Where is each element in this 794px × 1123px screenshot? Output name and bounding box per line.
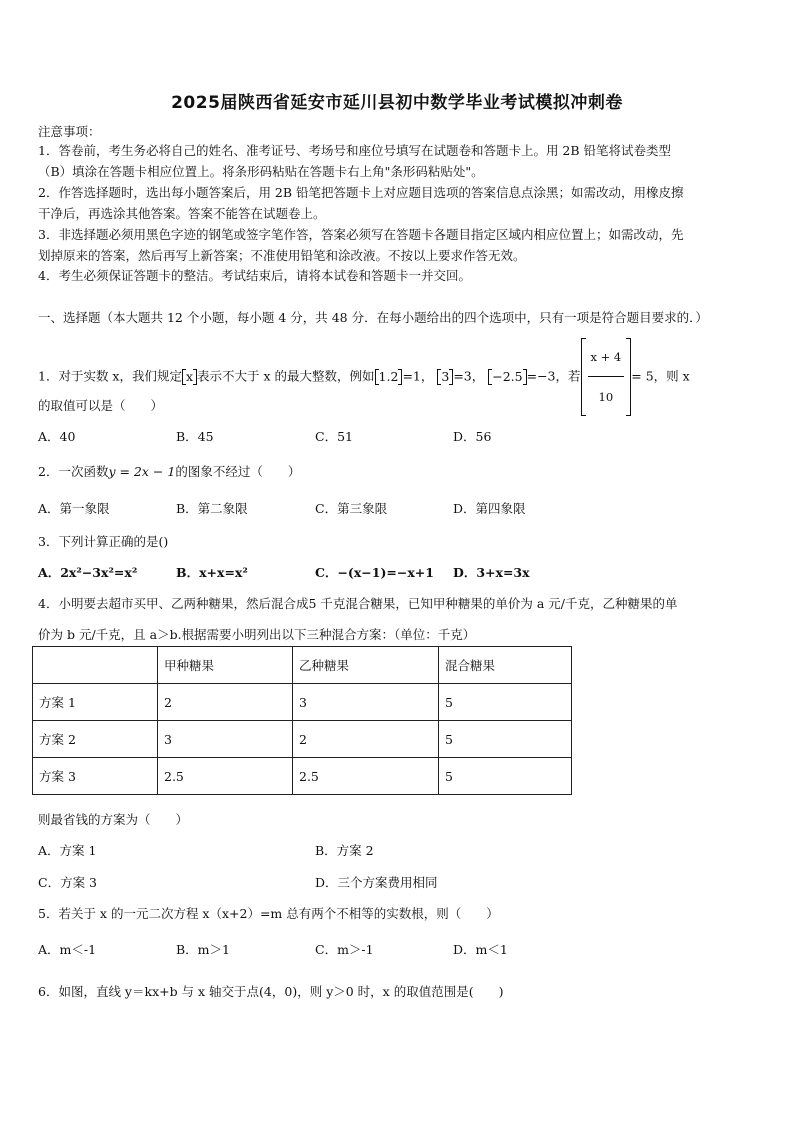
- q1-example-1-result: =1，: [402, 368, 434, 384]
- q1-example-3: −2.5: [488, 369, 526, 385]
- q2-option-b[interactable]: B．第二象限: [176, 501, 248, 516]
- q1-example-2-result: =3，: [453, 368, 485, 384]
- notice-line-2: （B）填涂在答题卡相应位置上。将条形码粘贴在答题卡右上角"条形码粘贴处"。: [38, 164, 484, 179]
- q3-option-d[interactable]: D．3+x=3x: [453, 565, 530, 580]
- q2-prefix: 2．一次函数: [38, 464, 109, 479]
- q4-option-d[interactable]: D．三个方案费用相同: [315, 875, 438, 890]
- notice-line-3: 2．作答选择题时，选出每小题答案后，用 2B 铅笔把答题卡上对应题目选项的答案信息点涂黑；如需改动，用橡皮擦: [38, 185, 684, 200]
- q4-option-c[interactable]: C．方案 3: [38, 875, 97, 890]
- q2-option-a[interactable]: A．第一象限: [38, 501, 110, 516]
- notice-line-1: 1．答卷前，考生务必将自己的姓名、准考证号、考场号和座位号填写在试题卷和答题卡上。用 2B 铅笔将试卷类型: [38, 143, 672, 158]
- q1-mid: 表示不大于 x 的最大整数，例如: [197, 368, 375, 384]
- q3-option-c[interactable]: C．−(x−1)=−x+1: [315, 565, 434, 580]
- page-title: 2025届陕西省延安市延川县初中数学毕业考试模拟冲刺卷: [171, 93, 623, 113]
- q3-option-b[interactable]: B．x+x=x²: [176, 565, 248, 580]
- question-5-stem: 5．若关于 x 的一元二次方程 x（x+2）=m 总有两个不相等的实数根，则（ ）: [38, 906, 499, 921]
- table-cell: 5: [439, 758, 572, 795]
- question-6-stem: 6．如图，直线 y＝kx+b 与 x 轴交于点(4，0)，则 y＞0 时，x 的取值范围是( ): [38, 984, 504, 999]
- q1-example-1: 1.2: [375, 369, 403, 385]
- q1-fraction-denominator: 10: [598, 390, 614, 404]
- question-4-line-1: 4．小明要去超市买甲、乙两种糖果，然后混合成5 千克混合糖果，已知甲种糖果的单价为 a 元/千克，乙种糖果的单: [38, 596, 678, 611]
- question-2-stem: [38, 462, 300, 480]
- notice-line-6: 划掉原来的答案，然后再写上新答案；不准使用铅笔和涂改液。不按以上要求作答无效。: [38, 248, 526, 263]
- table-cell: 5: [439, 684, 572, 721]
- q5-option-d[interactable]: D．m＜1: [453, 942, 508, 957]
- notice-line-7: 4．考生必须保证答题卡的整洁。考试结束后，请将本试卷和答题卡一并交回。: [38, 268, 471, 283]
- q2-option-c[interactable]: C．第三象限: [315, 501, 388, 516]
- q5-option-a[interactable]: A．m＜-1: [38, 942, 97, 957]
- q1-option-d[interactable]: D．56: [453, 429, 492, 444]
- table-row: [33, 758, 572, 795]
- q1-example-2: 3: [437, 369, 453, 385]
- notice-heading: 注意事项：: [38, 124, 101, 139]
- q2-option-d[interactable]: D．第四象限: [453, 501, 526, 516]
- q4-option-a[interactable]: A．方案 1: [38, 843, 97, 858]
- table-row: [33, 721, 572, 758]
- q5-option-c[interactable]: C．m＞-1: [315, 942, 374, 957]
- q1-example-3-result: =−3，若: [526, 368, 581, 384]
- table-header-cell: [33, 647, 158, 684]
- table-header-cell: 乙种糖果: [293, 647, 439, 684]
- table-header-cell: 混合糖果: [439, 647, 572, 684]
- table-row: [33, 684, 572, 721]
- section-heading: 一、选择题（本大题共 12 个小题，每小题 4 分，共 48 分．在每小题给出的四个选项中，只有一项是符合题目要求的．）: [38, 310, 708, 325]
- q2-suffix: 的图象不经过（ ）: [175, 464, 301, 479]
- q2-formula: y = 2x − 1: [108, 464, 176, 479]
- table-cell: 2: [293, 721, 439, 758]
- q1-option-a[interactable]: A．40: [38, 429, 76, 444]
- q1-tail: = 5，则 x: [631, 368, 690, 384]
- table-cell: 2.5: [293, 758, 439, 795]
- q1-prefix: 1．对于实数 x，我们规定: [38, 368, 182, 384]
- q1-option-b[interactable]: B．45: [176, 429, 214, 444]
- table-header-cell: 甲种糖果: [158, 647, 293, 684]
- question-4-after: 则最省钱的方案为（ ）: [38, 812, 189, 827]
- question-4-line-2: 价为 b 元/千克，且 a＞b.根据需要小明列出以下三种混合方案：（单位：千克）: [38, 627, 476, 642]
- question-3-stem: 3．下列计算正确的是(): [38, 534, 169, 549]
- table-cell: 5: [439, 721, 572, 758]
- table-cell: 方案 1: [33, 684, 158, 721]
- table-header-row: [33, 647, 572, 684]
- table-cell: 3: [293, 684, 439, 721]
- q4-option-b[interactable]: B．方案 2: [315, 843, 374, 858]
- q1-floor-fraction: [581, 338, 632, 416]
- plan-table: [32, 646, 572, 795]
- notice-line-5: 3．非选择题必须用黑色字迹的钢笔或签字笔作答，答案必须写在答题卡各题目指定区域内相应位置上；如需改动，先: [38, 227, 684, 242]
- notice-line-4: 干净后，再选涂其他答案。答案不能答在试题卷上。: [38, 206, 326, 221]
- question-1-line-2: 的取值可以是（ ）: [38, 398, 164, 413]
- table-cell: 2.5: [158, 758, 293, 795]
- table-cell: 3: [158, 721, 293, 758]
- table-cell: 方案 3: [33, 758, 158, 795]
- q5-option-b[interactable]: B．m＞1: [176, 942, 230, 957]
- table-cell: 方案 2: [33, 721, 158, 758]
- q1-fraction-numerator: x + 4: [588, 338, 625, 377]
- q1-bracket-x: x: [182, 369, 197, 385]
- q1-option-c[interactable]: C．51: [315, 429, 353, 444]
- q3-option-a[interactable]: A．2x²−3x²=x²: [38, 565, 138, 580]
- table-cell: 2: [158, 684, 293, 721]
